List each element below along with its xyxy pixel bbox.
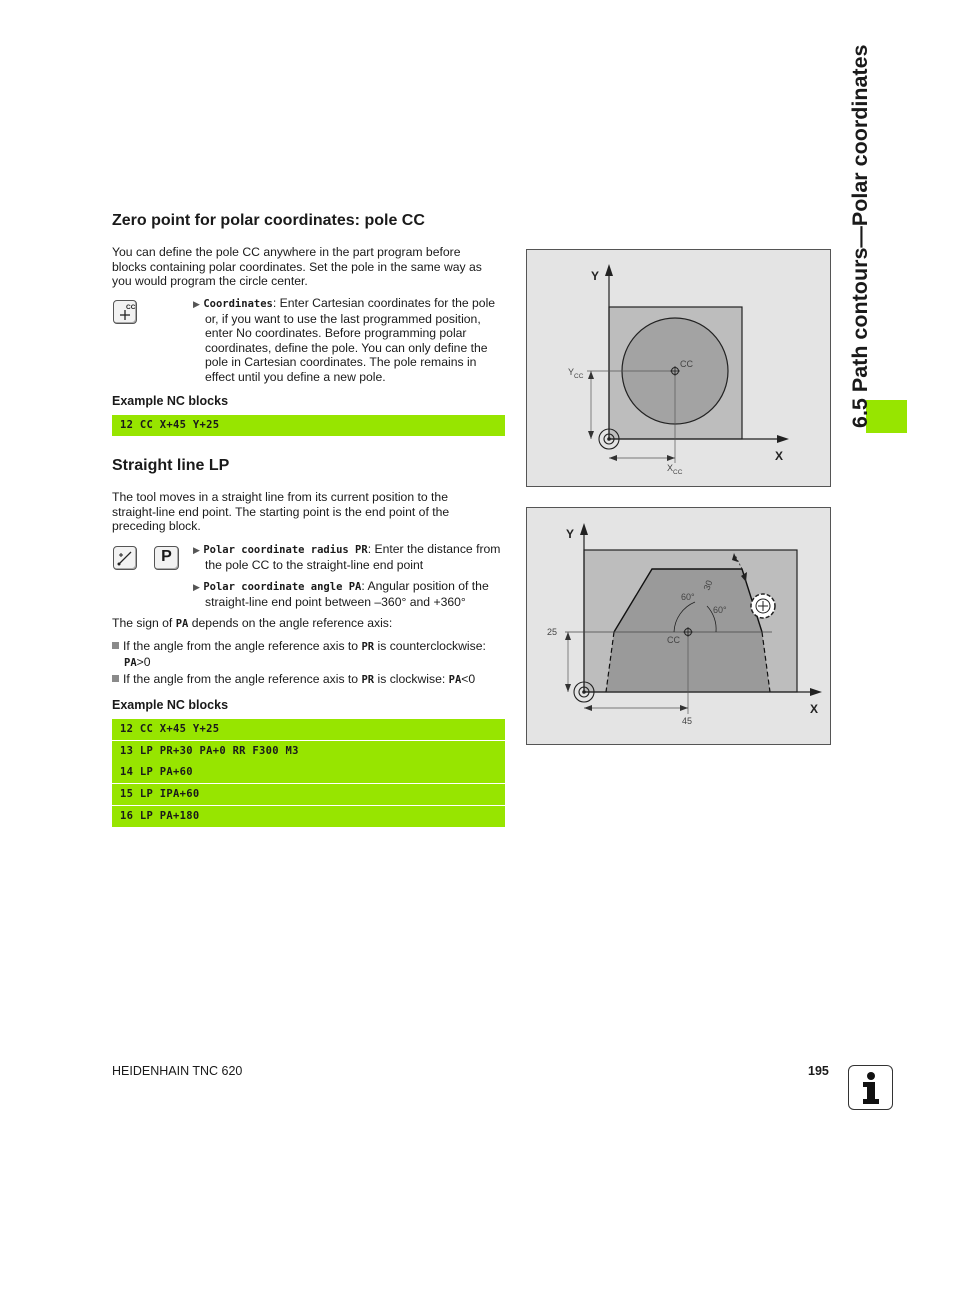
example-heading-2: Example NC blocks <box>112 698 229 712</box>
step-line: effect until you define a new pole. <box>205 369 386 384</box>
step-code: Polar coordinate radius PR <box>203 544 368 556</box>
pole-cc-intro <box>112 245 507 289</box>
xcc-label: X <box>667 463 674 473</box>
example-heading-1: Example NC blocks <box>112 394 229 408</box>
p-key-icon <box>154 546 179 570</box>
step-line: straight-line end point between –360° and +360° <box>205 594 466 609</box>
step-line: : Enter Cartesian coordinates for the pole <box>272 296 496 310</box>
bullet-clockwise <box>112 672 512 688</box>
step-line: : Angular position of the <box>361 579 489 593</box>
step-line: or, if you want to use the last programmed position, <box>205 311 481 326</box>
step-code: Polar coordinate angle PA <box>203 581 362 593</box>
cc-key-label: CC <box>126 304 136 311</box>
note-code: PA <box>175 618 189 630</box>
cc-key-icon <box>113 300 137 324</box>
nc-block-text: 12 CC X+45 Y+25 <box>120 419 220 431</box>
footer-manual-name: HEIDENHAIN TNC 620 <box>112 1064 243 1078</box>
page-number: 195 <box>808 1064 829 1078</box>
step-line: pole in Cartesian coordinates. The pole remains in <box>205 355 477 370</box>
note-text: depends on the angle reference axis: <box>188 616 393 630</box>
nc-block-row <box>112 719 505 740</box>
intro-line: straight-line end point. The starting point is the end point of the <box>112 504 450 519</box>
dim-label-x45: 45 <box>682 716 693 726</box>
nc-block-row <box>112 741 505 762</box>
cc-label: CC <box>680 359 693 369</box>
step-line: enter No coordinates. Before programming polar <box>205 326 467 341</box>
step-line: : Enter the distance from <box>367 542 501 556</box>
axis-label-y: Y <box>566 527 575 541</box>
cc-label: CC <box>667 635 680 645</box>
step-code: Coordinates <box>203 298 273 310</box>
nc-block-row <box>112 415 505 436</box>
nc-block-row <box>112 806 505 827</box>
step-triangle-icon: ▶ <box>193 545 200 555</box>
ycc-label: Y <box>568 367 575 377</box>
bullet-text: If the angle from the angle reference axis to <box>123 639 362 653</box>
bullet-code: PA <box>124 656 137 669</box>
nc-block-text: 16 LP PA+180 <box>120 810 200 822</box>
chapter-title-vertical: 6.5 Path contours—Polar coordinates <box>848 44 872 428</box>
nc-block-text: 14 LP PA+60 <box>120 766 193 778</box>
nc-block-row <box>112 762 505 783</box>
step-line: the pole CC to the straight-line end point <box>205 557 424 572</box>
step-triangle-icon: ▶ <box>193 582 200 592</box>
nc-block-row <box>112 784 505 805</box>
section-title-straight-line-lp: Straight line LP <box>112 457 230 474</box>
bullet-square-icon <box>112 642 119 649</box>
nc-block-text: 13 LP PR+30 PA+0 RR F300 M3 <box>120 745 299 757</box>
ycc-subscript: CC <box>574 373 584 380</box>
p-key-label: P <box>161 548 172 565</box>
bullet-code: PR <box>361 674 375 686</box>
intro-line: You can define the pole CC anywhere in the part program before <box>112 245 461 259</box>
pole-cc-step <box>193 296 508 385</box>
pa-sign-note <box>112 616 392 632</box>
figure-pole-cc <box>526 249 831 487</box>
angle-label-2: 60° <box>713 605 727 615</box>
axis-label-x: X <box>810 702 819 716</box>
axis-label-y: Y <box>591 269 600 283</box>
bullet-counterclockwise <box>112 639 512 670</box>
nc-block-text: 15 LP IPA+60 <box>120 788 200 800</box>
lp-step-1 <box>193 542 508 572</box>
bullet-text: is clockwise: <box>374 672 449 686</box>
bullet-text: >0 <box>136 654 151 669</box>
bullet-text: If the angle from the angle reference axis to <box>123 672 362 686</box>
dim-label-y25: 25 <box>547 627 558 637</box>
step-line: coordinates, define the pole. You can only define the <box>205 340 488 355</box>
note-text: The sign of <box>112 616 176 630</box>
intro-line: you would program the circle center. <box>112 274 308 289</box>
step-triangle-icon: ▶ <box>193 299 200 309</box>
info-icon <box>848 1065 893 1110</box>
xcc-subscript: CC <box>673 469 683 476</box>
angle-label-1: 60° <box>681 592 695 602</box>
nc-block-text: 12 CC X+45 Y+25 <box>120 723 220 735</box>
intro-line: preceding block. <box>112 519 201 534</box>
axis-label-x: X <box>775 449 784 463</box>
bullet-code: PR <box>361 641 375 653</box>
radius-label-30: 30 <box>701 578 715 592</box>
bullet-text: is counterclockwise: <box>374 639 486 653</box>
lp-key-icon <box>113 546 137 570</box>
bullet-text: <0 <box>461 672 476 686</box>
bullet-square-icon <box>112 675 119 682</box>
milling-tool-icon <box>751 594 775 618</box>
lp-step-2 <box>193 579 508 609</box>
figure-straight-line-lp <box>526 507 831 745</box>
section-title-pole-cc: Zero point for polar coordinates: pole CC <box>112 212 425 229</box>
intro-line: The tool moves in a straight line from its current position to the <box>112 490 448 504</box>
bullet-code: PA <box>448 674 462 686</box>
lp-intro <box>112 490 507 534</box>
intro-line: blocks containing polar coordinates. Set the pole in the same way as <box>112 259 482 274</box>
